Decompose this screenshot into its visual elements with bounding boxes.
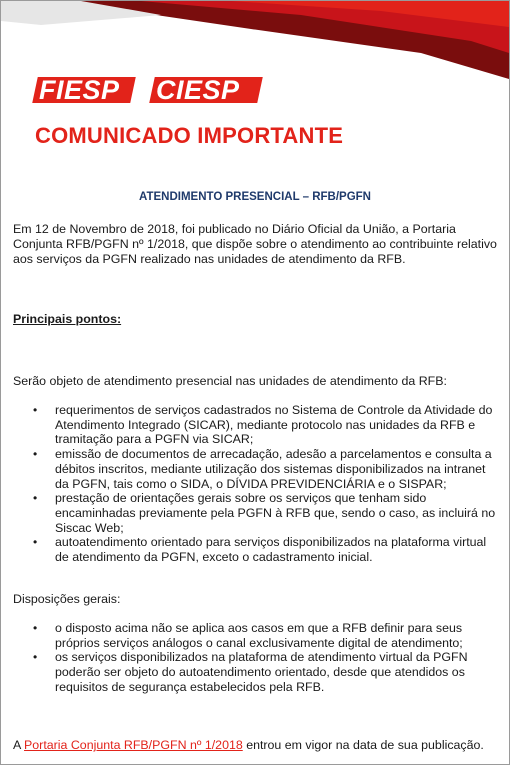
bullet-icon: • [33, 621, 38, 635]
final-paragraph [13, 738, 497, 753]
list-item-text: emissão de documentos de arrecadação, adesão a parcelamentos e consulta a débitos inscritos, mediante utilização dos sistemas disponibilizados na intranet da PGFN, tais como o SIDA, o DÍVIDA PREVIDENCIÁRIA e o SISPAR; [55, 447, 492, 491]
list-item-text: o disposto acima não se aplica aos casos em que a RFB definir para seus próprios serviços análogos o canal exclusivamente digital de atendimento; [55, 621, 463, 650]
list-item [13, 535, 501, 564]
fiesp-logo-text: FIESP [39, 75, 120, 105]
bullet-icon: • [33, 447, 38, 462]
header-banner [1, 1, 509, 81]
bullet-icon: • [33, 535, 38, 550]
final-prefix: A [13, 738, 25, 752]
principais-heading: Principais pontos: [13, 312, 122, 326]
list-item-text: os serviços disponibilizados na plataforma de atendimento virtual da PGFN poderão ser objeto do autoatendimento orientado, desde que atendidos os requisitos de segurança estabelecidos pela RFB. [55, 650, 468, 694]
section-title: ATENDIMENTO PRESENCIAL – RFB/PGFN [139, 191, 371, 203]
ciesp-logo-text: CIESP [156, 75, 240, 105]
portaria-link[interactable]: Portaria Conjunta RFB/PGFN nº 1/2018 [24, 738, 243, 752]
final-suffix: entrou em vigor na data de sua publicação. [242, 738, 484, 752]
bullet-icon: • [33, 403, 38, 417]
services-list [13, 403, 501, 565]
intro-paragraph: Em 12 de Novembro de 2018, foi publicado no Diário Oficial da União, a Portaria Conjunta RFB/PGFN nº 1/2018, que dispõe sobre o atendimento ao contribuinte relativo aos serviços da PGFN realizado nas unidades de atendimento da RFB. [13, 222, 497, 266]
list-item [13, 621, 501, 650]
disposicoes-heading: Disposições gerais: [13, 592, 121, 606]
list-item [13, 491, 501, 535]
bullet-icon: • [33, 650, 38, 665]
bullet-icon: • [33, 491, 38, 506]
headline: COMUNICADO IMPORTANTE [35, 123, 344, 148]
list-item-text: requerimentos de serviços cadastrados no Sistema de Controle da Atividade do Atendimento Integrado (SICAR), mediante protocolo nas unidades da RFB e tramitação para a PGFN via SICAR; [55, 403, 493, 447]
list-item-text: autoatendimento orientado para serviços disponibilizados na plataforma virtual de atendimento da PGFN, exceto o cadastramento inicial. [55, 535, 487, 565]
disposicoes-list [13, 621, 501, 695]
ciesp-logo [149, 77, 263, 103]
list-item [13, 447, 501, 491]
fiesp-logo [32, 77, 136, 103]
serao-heading: Serão objeto de atendimento presencial nas unidades de atendimento da RFB: [13, 374, 447, 388]
list-item-text: prestação de orientações gerais sobre os serviços que tenham sido encaminhadas previamente pela PGFN à RFB que, sendo o caso, as incluirá no Siscac Web; [55, 491, 496, 535]
list-item [13, 650, 501, 694]
list-item [13, 403, 501, 447]
